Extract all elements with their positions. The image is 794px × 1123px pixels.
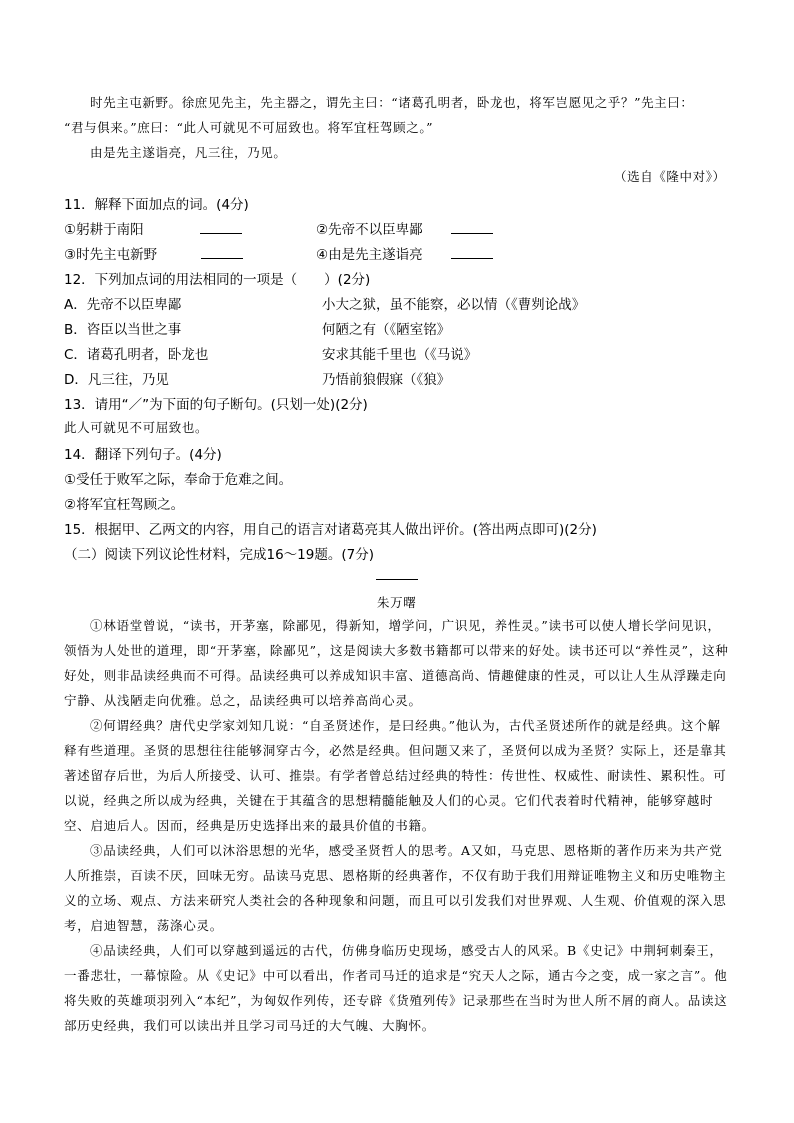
q11-item-d [316,243,493,263]
article-paragraph-3: ③品读经典，人们可以沐浴思想的光华，感受圣贤哲人的思考。A又如，马克思、恩格斯的著作历来为共产党人所推崇，百读不厌，回味无穷。品读马克思、恩格斯的经典著作，不仅有助于我们用辩证唯物主义和历史唯物主义的立场、观点、方法来研究人类社会的各种现象和问题，而且可以引发我们对世界观、人生观、价值观的深入思考，启迪智慧，荡涤心灵。 [64,843,727,933]
answer-blank[interactable] [201,246,243,259]
q12-option-c[interactable] [64,343,732,363]
q11-item-a-text: ①躬耕于南阳 [64,222,144,238]
answer-blank[interactable] [451,221,493,234]
answer-blank[interactable] [451,246,493,259]
passage-source: （选自《隆中对》） [614,169,726,184]
article-paragraph-2: ②何谓经典？唐代史学家刘知几说：“自圣贤述作，是曰经典。”他认为，古代圣贤述所作的就是经典。这个解释有些道理。圣贤的思想往往能够洞穿古今，必然是经典。但问题又来了，圣贤何以成为圣贤？实际上，还是靠其著述留存后世，为后人所接受、认可、推崇。有学者曾总结过经典的特性：传世性、权威性、耐读性、累积性。可以说，经典之所以成为经典，关键在于其蕴含的思想精髓能触及人们的心灵。它们代表着时代精神，能够穿越时空、启迪后人。因而，经典是历史选择出来的最具价值的书籍。 [64,718,727,833]
q14-item-b: ②将军宜枉驾顾之。 [64,497,185,513]
q12-option-c-right: 安求其能千里也（《马说》 [322,347,478,363]
passage-line-1: 时先主屯新野。徐庶见先主，先主器之，谓先主曰：“诸葛孔明者，卧龙也，将军岂愿见之乎？”先主曰： [90,95,694,110]
q12-option-d-right: 乃悟前狼假寐（《狼》 [322,372,451,388]
q11-item-c-text: ③时先主屯新野 [64,247,158,263]
q12-option-a-right: 小大之狱，虽不能察，必以情（《曹刿论战》 [322,297,586,313]
q13-sentence: 此人可就见不可屈致也。 [64,420,209,435]
q11-item-a [64,218,242,238]
missing-title-line [376,579,418,580]
passage-line-3: 由是先主遂诣亮，凡三往，乃见。 [90,145,287,160]
passage-line-2: “君与俱来。”庶曰：“此人可就见不可屈致也。将军宜枉驾顾之。” [64,120,434,135]
q13-stem: 13．请用“／”为下面的句子断句。(只划一处)(2分) [64,397,368,413]
article-paragraph-4: ④品读经典，人们可以穿越到遥远的古代，仿佛身临历史现场，感受古人的风采。B《史记》中荆轲刺秦王，一番悲壮，一幕惊险。从《史记》中可以看出，作者司马迁的追求是“究天人之际，通古今之变，成一家之言”。他将失败的英雄项羽列入“本纪”，为匈奴作列传，还专辟《货殖列传》记录那些在当时为世人所不屑的商人。品读这部历史经典，我们可以读出并且学习司马迁的大气魄、大胸怀。 [64,943,728,1033]
q12-option-a[interactable] [64,293,732,313]
q12-option-c-left: C．诸葛孔明者，卧龙也 [64,347,209,363]
article-author: 朱万曙 [377,595,417,610]
q11-item-b [316,218,493,238]
q15-stem: 15．根据甲、乙两文的内容，用自己的语言对诸葛亮其人做出评价。(答出两点即可)(2分) [64,522,597,538]
q14-item-a: ①受任于败军之际，奉命于危难之间。 [64,472,293,488]
q11-stem: 11．解释下面加点的词。(4分) [64,197,249,213]
q11-item-d-text: ④由是先主遂诣亮 [316,247,423,263]
q14-stem: 14．翻译下列句子。(4分) [64,447,222,463]
q12-option-a-left: A．先帝不以臣卑鄙 [64,297,182,313]
q12-option-b-right: 何陋之有（《陋室铭》 [322,322,451,338]
article-paragraph-1: ①林语堂曾说，“读书，开茅塞，除鄙见，得新知，增学问，广识见，养性灵。”读书可以使人增长学问见识，领悟为人处世的道理，即“开茅塞，除鄙见”，这是阅读大多数书籍都可以带来的好处。读书还可以“养性灵”，这种好处，则非品读经典而不可得。品读经典可以养成知识丰富、道德高尚、情趣健康的性灵，可以让人生从浮躁走向宁静、从浅陋走向优雅。总之，品读经典可以培养高尚心灵。 [64,618,729,708]
q12-option-d[interactable] [64,368,732,388]
q11-item-c [64,243,243,263]
answer-blank[interactable] [200,221,242,234]
q12-option-b[interactable] [64,318,732,338]
q12-stem: 12．下列加点词的用法相同的一项是（ ）(2分) [64,272,371,288]
q11-item-b-text: ②先帝不以臣卑鄙 [316,222,423,238]
section2-heading: （二）阅读下列议论性材料，完成16～19题。(7分) [64,547,374,563]
q12-option-d-left: D．凡三往，乃见 [64,372,169,388]
q12-option-b-left: B．咨臣以当世之事 [64,322,182,338]
